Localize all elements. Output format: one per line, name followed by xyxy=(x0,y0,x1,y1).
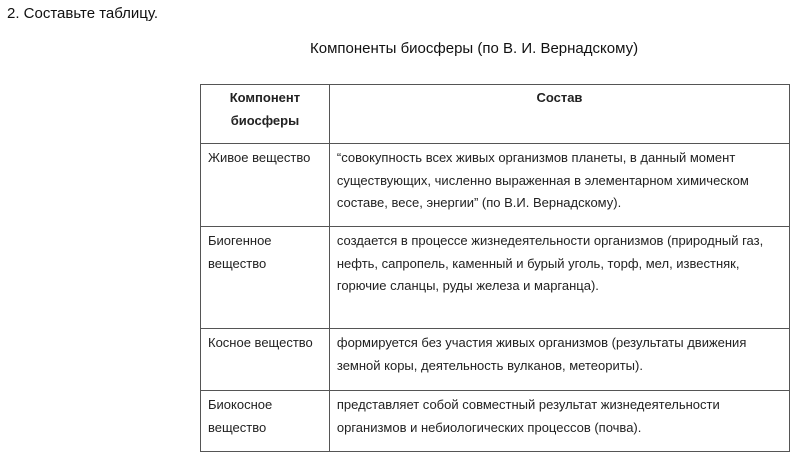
table-row xyxy=(201,329,790,391)
biosphere-components-table xyxy=(200,84,790,452)
cell-composition: создается в процессе жизнедеятельности организмов (природный газ, нефть, сапропель, каменный и бурый уголь, торф, мел, известняк, горючие сланцы, руды железа и марганца). xyxy=(329,227,789,329)
cell-component: Живое вещество xyxy=(201,144,330,227)
cell-component: Биокосное вещество xyxy=(201,391,330,452)
cell-component: Косное вещество xyxy=(201,329,330,391)
header-component: Компонент биосферы xyxy=(201,85,330,144)
task-heading: 2. Составьте таблицу. xyxy=(7,5,159,22)
cell-composition: представляет собой совместный результат жизнедеятельности организмов и небиологических процессов (почва). xyxy=(329,391,789,452)
cell-composition: формируется без участия живых организмов (результаты движения земной коры, деятельность вулканов, метеориты). xyxy=(329,329,789,391)
table-row xyxy=(201,144,790,227)
table-title: Компоненты биосферы (по В. И. Вернадскому) xyxy=(310,40,639,57)
header-composition: Состав xyxy=(329,85,789,144)
cell-composition: “совокупность всех живых организмов планеты, в данный момент существующих, численно выраженная в элементарном химическом составе, весе, энергии” (по В.И. Вернадскому). xyxy=(329,144,789,227)
table-header-row xyxy=(201,85,790,144)
cell-component: Биогенное вещество xyxy=(201,227,330,329)
table-row xyxy=(201,391,790,452)
table-row xyxy=(201,227,790,329)
